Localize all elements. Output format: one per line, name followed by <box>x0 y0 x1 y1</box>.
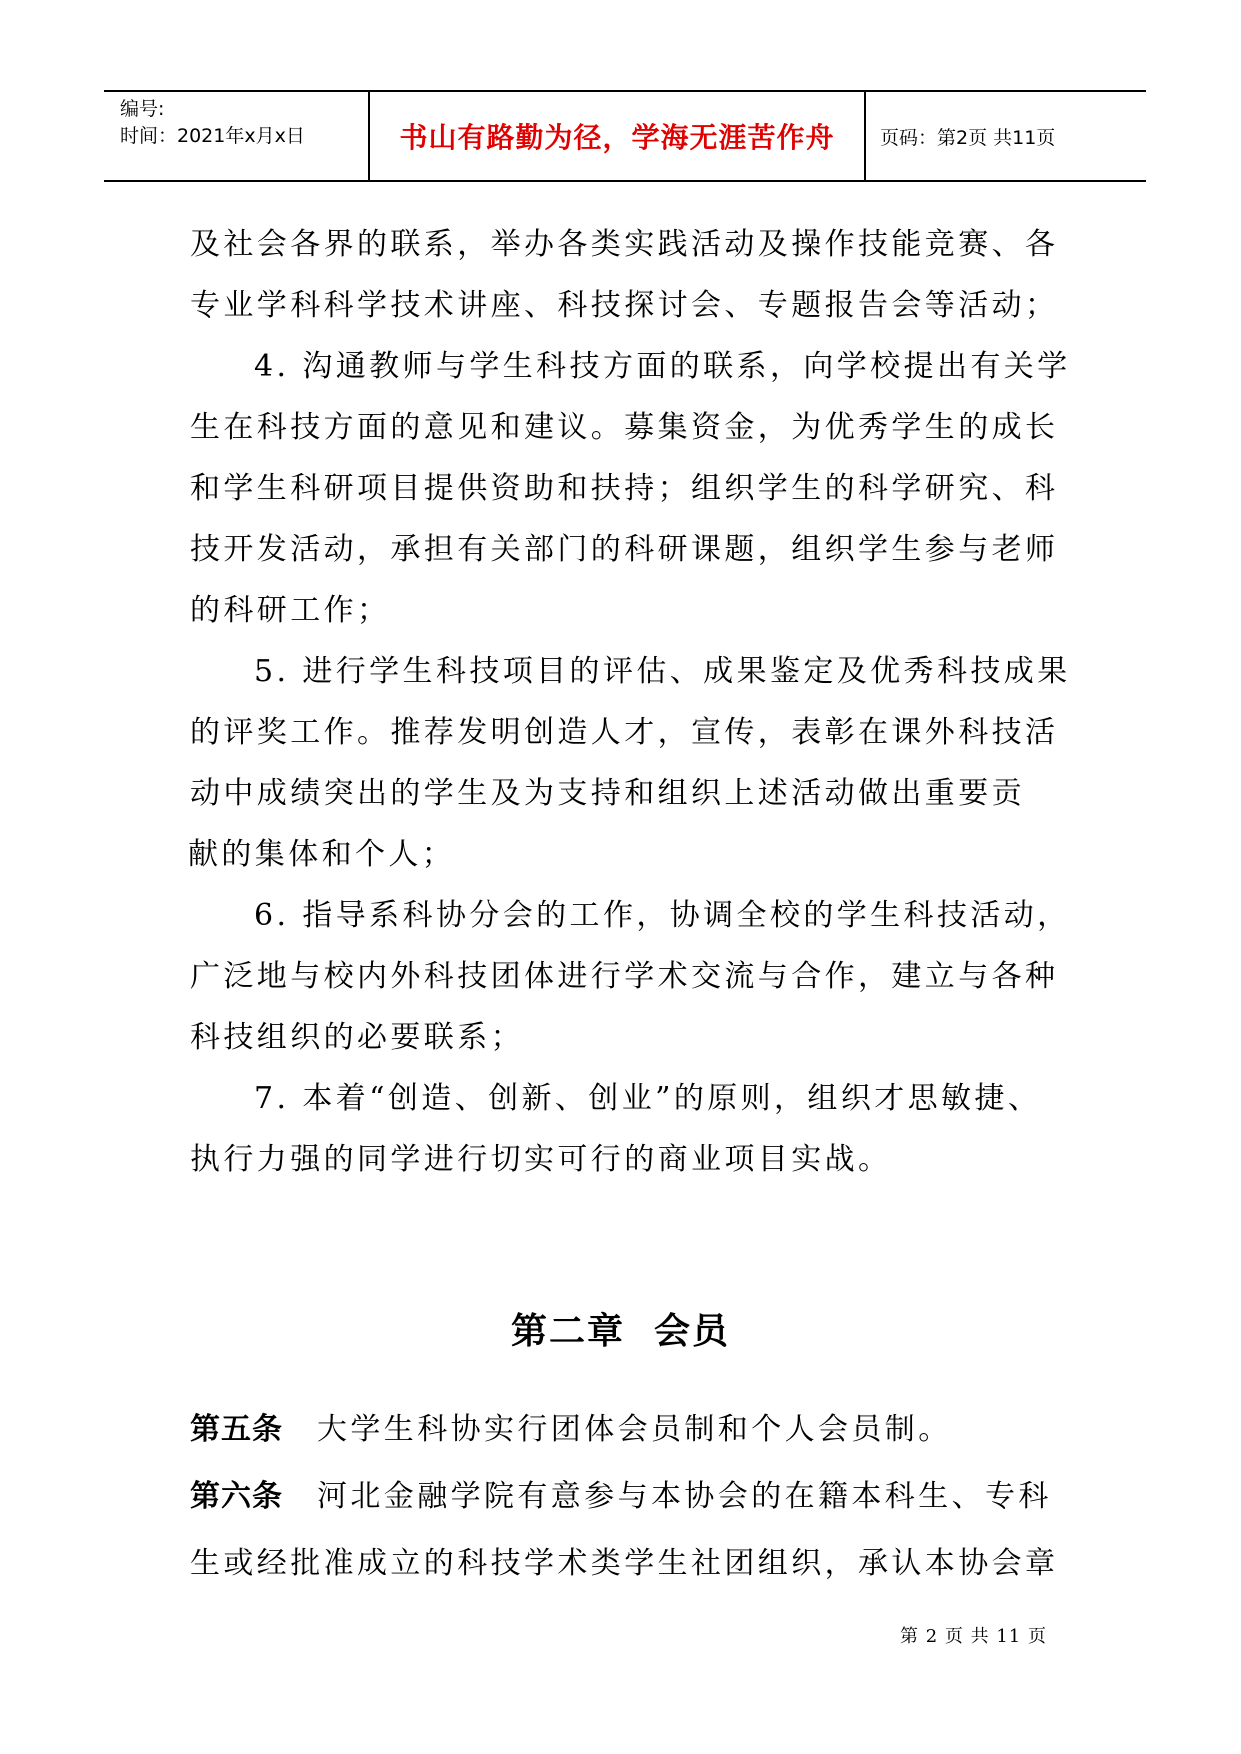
body-line: 的评奖工作。推荐发明创造人才，宣传，表彰在课外科技活 <box>190 715 1059 750</box>
body-line: 5. 进行学生科技项目的评估、成果鉴定及优秀科技成果 <box>254 654 1071 689</box>
article-six <box>190 1463 1090 1530</box>
header-page-cell <box>866 92 1146 180</box>
body-line: 执行力强的同学进行切实可行的商业项目实战。 <box>190 1142 892 1177</box>
page-footer: 第 2 页 共 11 页 <box>900 1626 1047 1647</box>
header-motto-cell <box>370 92 866 180</box>
time-label: 时间：2021年x月x日 <box>120 125 305 147</box>
article-label: 第五条 <box>190 1412 283 1447</box>
body-line: 的科研工作； <box>190 593 391 628</box>
header-page-info: 页码：第2页 共11页 <box>880 126 1056 149</box>
page-header <box>104 90 1146 182</box>
body-line: 献的集体和个人； <box>188 837 456 872</box>
body-line: 7. 本着“创造、创新、创业”的原则，组织才思敏捷、 <box>254 1081 1042 1116</box>
body-line: 生在科技方面的意见和建议。募集资金，为优秀学生的成长 <box>190 410 1059 445</box>
article-continuation: 生或经批准成立的科技学术类学生社团组织，承认本协会章 <box>190 1546 1059 1581</box>
body-line: 广泛地与校内外科技团体进行学术交流与合作，建立与各种 <box>190 959 1059 994</box>
body-line: 技开发活动，承担有关部门的科研课题，组织学生参与老师 <box>190 532 1059 567</box>
body-line: 6. 指导系科协分会的工作，协调全校的学生科技活动， <box>254 898 1071 933</box>
body-line: 科技组织的必要联系； <box>190 1020 524 1055</box>
header-meta-cell <box>104 92 370 180</box>
body-line: 和学生科研项目提供资助和扶持；组织学生的科学研究、科 <box>190 471 1059 506</box>
body-line: 4. 沟通教师与学生科技方面的联系，向学校提出有关学 <box>254 349 1071 384</box>
body-line: 动中成绩突出的学生及为支持和组织上述活动做出重要贡 <box>190 776 1025 811</box>
article-five <box>190 1396 1090 1463</box>
body-line: 专业学科科学技术讲座、科技探讨会、专题报告会等活动； <box>190 288 1059 323</box>
number-label: 编号: <box>120 98 165 120</box>
article-text: 河北金融学院有意参与本协会的在籍本科生、专科 <box>317 1479 1052 1514</box>
article-text: 大学生科协实行团体会员制和个人会员制。 <box>317 1412 952 1447</box>
header-motto: 书山有路勤为径，学海无涯苦作舟 <box>399 121 835 154</box>
body-text <box>190 214 1070 1190</box>
article-label: 第六条 <box>190 1479 283 1514</box>
articles-section <box>190 1396 1090 1597</box>
body-line: 及社会各界的联系，举办各类实践活动及操作技能竞赛、各 <box>190 227 1059 262</box>
chapter-title: 第二章 会员 <box>510 1311 731 1352</box>
